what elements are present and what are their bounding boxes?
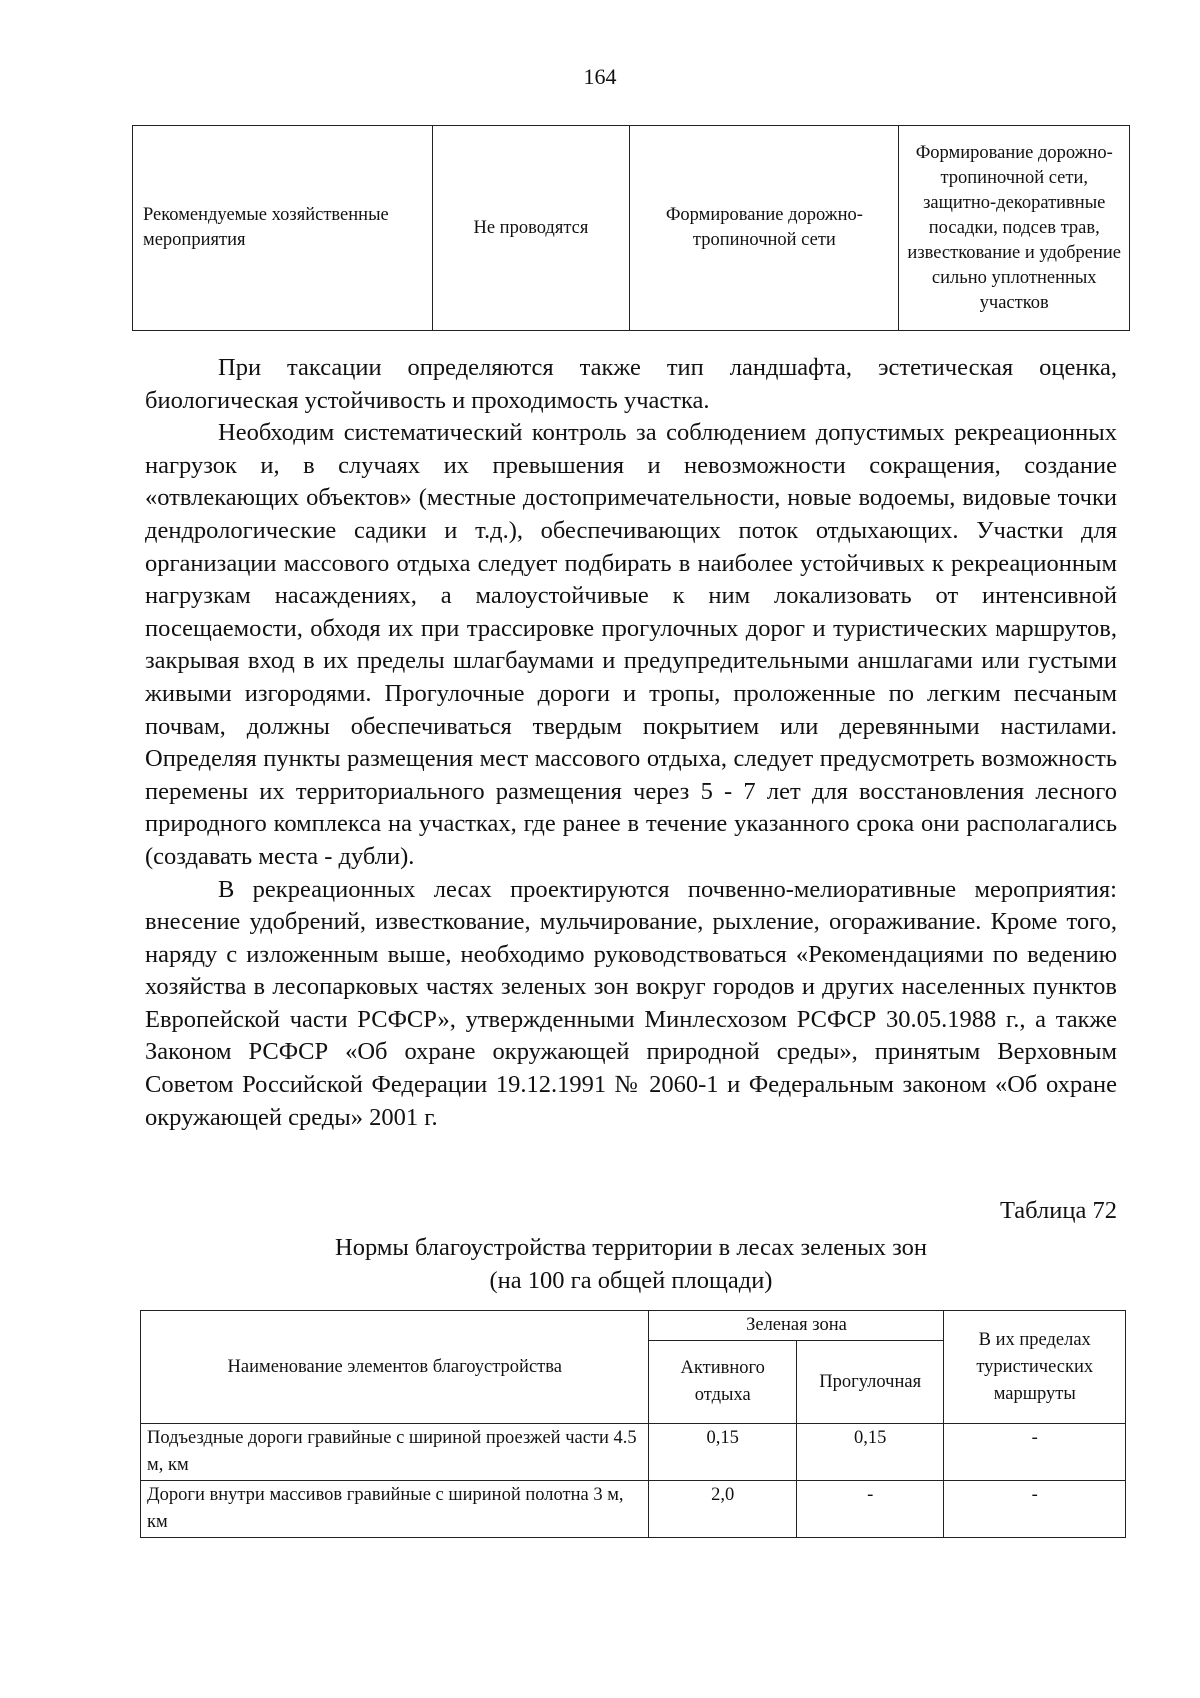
row-label-cell: Рекомендуемые хозяйственные мероприятия: [133, 126, 433, 331]
page-number: 164: [583, 64, 617, 89]
header-active-rest: Активного отдыха: [649, 1341, 796, 1424]
table-row: [141, 1481, 1126, 1538]
row-walking-value: -: [796, 1481, 943, 1538]
table-title-line-2: (на 100 га общей площади): [489, 1267, 773, 1294]
paragraph-2: Необходим систематический контроль за соблюдением допустимых рекреационных нагрузок и, в случаях их превышения и невозможности сокращения, создание «отвлекающих объектов» (местные достопримечательности, новые водоемы, видовые точки дендрологические садики и т.д.), обеспечивающих поток отдыхающих. Участки для организации массового отдыха следует подбирать в наиболее устойчивых к рекреационным нагрузкам насаждениях, а малоустойчивые к ним локализовать от интенсивной посещаемости, обходя их при трассировке прогулочных дорог и туристических маршрутов, закрывая вход в их пределы шлагбаумами и предупредительными аншлагами или густыми живыми изгородями. Прогулочные дороги и тропы, проложенные по легким песчаным почвам, должны обеспечиваться твердым покрытием или деревянными настилами. Определяя пункты размещения мест массового отдыха, следует предусмотреть возможность перемены их территориального размещения через 5 - 7 лет для восстановления лесного природного комплекса на участках, где ранее в течение указанного срока они располагались (создавать места - дубли).: [145, 419, 1117, 870]
paragraph-1: При таксации определяются также тип ландшафта, эстетическая оценка, биологическая устойчивость и проходимость участка.: [145, 354, 1117, 414]
table-title: [145, 1231, 1117, 1297]
recommendations-table: [132, 125, 1130, 331]
header-row: [141, 1311, 1126, 1341]
cell-path-network: Формирование дорожно-тропиночной сети: [630, 126, 899, 331]
row-active-value: 2,0: [649, 1481, 796, 1538]
row-walking-value: 0,15: [796, 1424, 943, 1481]
body-text: [145, 352, 1117, 1134]
row-active-value: 0,15: [649, 1424, 796, 1481]
row-tourist-value: -: [944, 1424, 1126, 1481]
norms-table: [140, 1310, 1126, 1538]
header-walking: Прогулочная: [796, 1341, 943, 1424]
cell-no-actions: Не проводятся: [432, 126, 630, 331]
table-title-line-1: Нормы благоустройства территории в лесах зеленых зон: [335, 1234, 927, 1261]
header-tourist-routes: В их пределах туристических маршруты: [944, 1311, 1126, 1424]
table-row: [133, 126, 1130, 331]
paragraph-3: В рекреационных лесах проектируются почвенно-мелиоративные мероприятия: внесение удобрений, известкование, мульчирование, рыхление, огораживание. Кроме того, наряду с изложенным выше, необходимо руководствоваться «Рекомендациями по ведению хозяйства в лесопарковых частях зеленых зон вокруг городов и других населенных пунктов Европейской части РСФСР», утвержденными Минлесхозом РСФСР 30.05.1988 г., а также Законом РСФСР «Об охране окружающей природной среды», принятым Верховным Советом Российской Федерации 19.12.1991 № 2060-1 и Федеральным законом «Об охране окружающей среды» 2001 г.: [145, 875, 1117, 1131]
row-name: Подъездные дороги гравийные с шириной проезжей части 4.5 м, км: [141, 1424, 649, 1481]
header-name: Наименование элементов благоустройства: [141, 1311, 649, 1424]
table-row: [141, 1424, 1126, 1481]
cell-path-network-extended: Формирование дорожно-тропиночной сети, защитно-декоративные посадки, подсев трав, известкование и удобрение сильно уплотненных участков: [899, 126, 1130, 331]
row-name: Дороги внутри массивов гравийные с шириной полотна 3 м, км: [141, 1481, 649, 1538]
table-label: Таблица 72: [999, 1197, 1117, 1224]
header-green-zone: Зеленая зона: [649, 1311, 944, 1341]
row-tourist-value: -: [944, 1481, 1126, 1538]
